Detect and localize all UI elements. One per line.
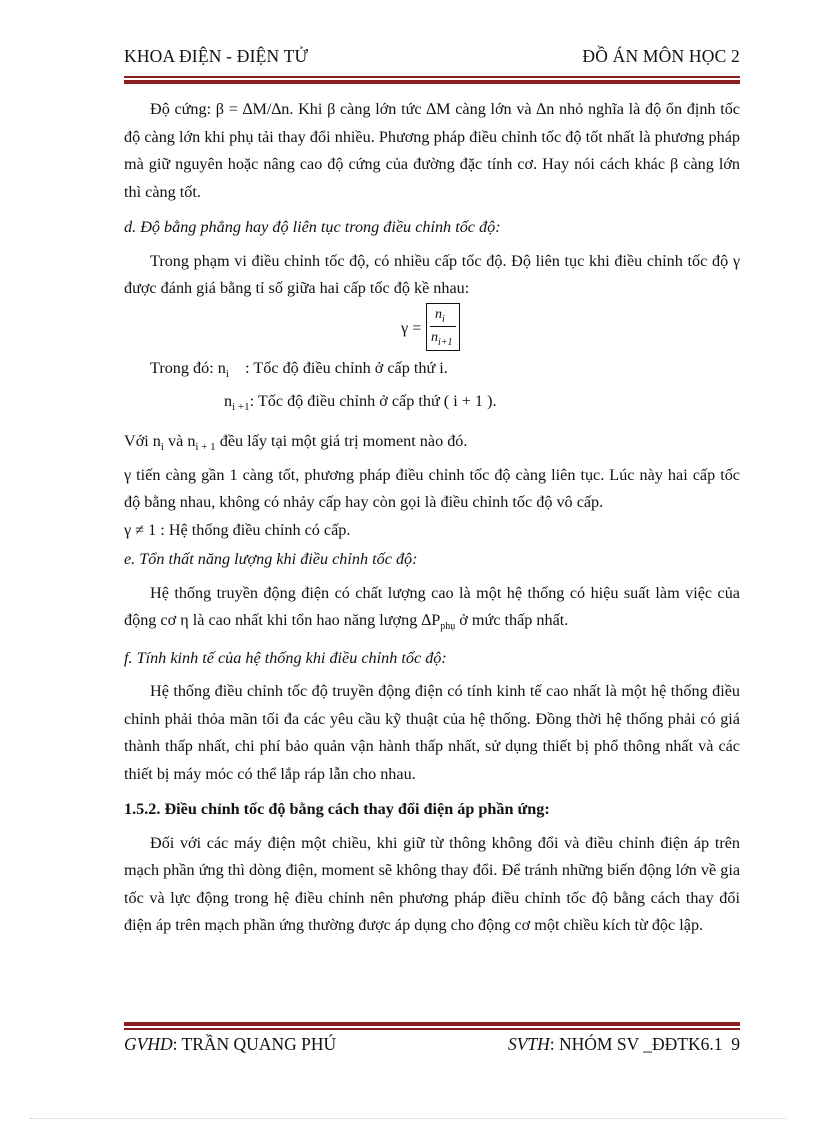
heading-d: d. Độ bằng phẳng hay độ liên tục trong điều chỉnh tốc độ: [124,218,501,236]
gamma-not-one: γ ≠ 1 : Hệ thống điều chỉnh có cấp. [124,520,351,539]
formula-denominator: n [431,329,438,345]
page-header [124,46,740,76]
paragraph-energy-loss: Hệ thống truyền động điện có chất lượng cao là một hệ thống có hiệu suất làm việc của động cơ η là cao nhất khi tổn hao năng lượng $\Delta P_{phụ}$ ở mức thấp nhất. [124,583,740,633]
section-heading-152: 1.5.2. Điều chỉnh tốc độ bằng cách thay đổi điện áp phần ứng: [124,800,550,819]
header-rule [124,76,740,84]
page-body [124,96,740,940]
heading-f: f. Tính kinh tế của hệ thống khi điều chỉnh tốc độ: [124,648,447,667]
page-number: 9 [731,1034,740,1054]
formula-fraction-box [426,303,460,351]
paragraph-gamma-close: γ tiến càng gần 1 càng tốt, phương pháp điều chỉnh tốc độ càng liên tục. Lúc này hai cấp tốc độ bằng nhau, không có nhảy cấp hay còn gọi là điều chỉnh tốc độ vô cấp. [124,465,740,512]
footer-instructor: GVHD: TRẦN QUANG PHÚ [124,1034,337,1054]
header-course: ĐỒ ÁN MÔN HỌC 2 [582,46,740,66]
page-bottom-dotted-line [30,1118,786,1119]
paragraph-economics: Hệ thống điều chỉnh tốc độ truyền động điện có tính kinh tế cao nhất là một hệ thống điều chỉnh phải thỏa mãn tối đa các yêu cầu kỹ thuật của hệ thống. Đồng thời hệ thống phải có giá thành thấp nhất, chi phí bảo quản vận hành thấp nhất, sử dụng thiết bị phổ thông nhất và các thiết bị máy móc có thể lắp ráp lẫn cho nhau. [124,682,740,783]
definition-ni1: $n_{i +1}$: Tốc độ điều chỉnh ở cấp thứ ( i + 1 ). [224,392,497,414]
footer-rule [124,1022,740,1030]
definition-ni: Trong đó: $n_i$ : Tốc độ điều chỉnh ở cấp thứ i. [150,358,448,380]
gamma-formula [124,303,740,355]
moment-note: Với $n_i$ và $n_{i + 1}$ đều lấy tại một giá trị moment nào đó. [124,431,468,454]
paragraph-armature-voltage: Đối với các máy điện một chiều, khi giữ từ thông không đổi và điều chỉnh điện áp trên mạch phần ứng thì dòng điện, moment sẽ không thay đổi. Để tránh những biến động lớn về gia tốc và lực động trong hệ điều chỉnh nên phương pháp điều chỉnh tốc độ bằng cách thay đổi điện áp trên mạch phần ứng thường được áp dụng cho động cơ một chiều kích từ độc lập. [124,833,740,935]
paragraph-continuity: Trong phạm vi điều chỉnh tốc độ, có nhiều cấp tốc độ. Độ liên tục khi điều chỉnh tốc độ γ được đánh giá bằng tỉ số giữa hai cấp tốc độ kề nhau: [124,251,740,297]
formula-denominator-sub: i+1 [438,336,453,348]
footer-students: SVTH: NHÓM SV _ĐĐTK6.1 9 [507,1034,740,1054]
header-faculty: KHOA ĐIỆN - ĐIỆN TỬ [124,46,309,66]
formula-lhs: γ = [401,318,422,337]
formula-numerator-sub: i [442,313,445,325]
formula-numerator: n [435,306,442,322]
heading-e: e. Tổn thất năng lượng khi điều chỉnh tốc độ: [124,550,418,569]
paragraph-stiffness: Độ cứng: β = ∆M/∆n. Khi β càng lớn tức ∆M càng lớn và ∆n nhỏ nghĩa là độ ổn định tốc độ càng lớn khi phụ tải thay đổi nhiều. Phương pháp điều chỉnh tốc độ tốt nhất là phương pháp mà giữ nguyên hoặc nâng cao độ cứng của đường đặc tính cơ. Hay nói cách khác β càng lớn thì càng tốt. [124,100,740,201]
